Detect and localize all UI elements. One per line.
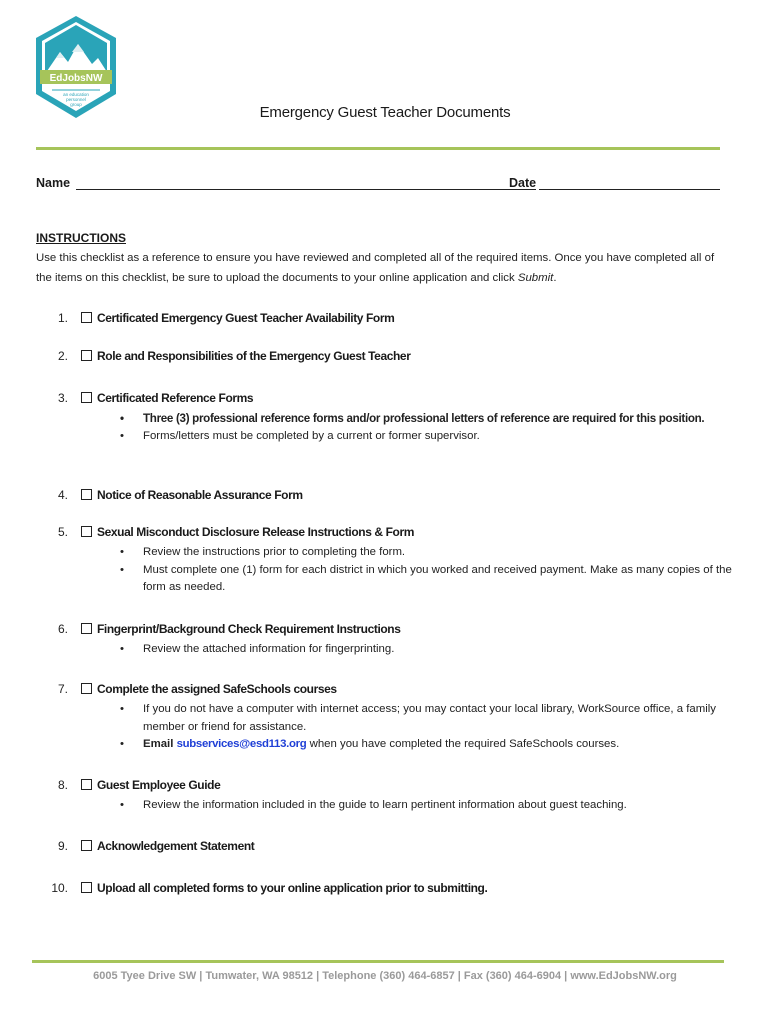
- sub-item-text: Forms/letters must be completed by a current or former supervisor.: [143, 429, 480, 442]
- sub-item-text: Review the instructions prior to completing the form.: [143, 546, 406, 558]
- item-label: Role and Responsibilities of the Emergency Guest Teacher: [97, 349, 411, 363]
- bottom-divider: [32, 960, 724, 963]
- item-number: 3.: [57, 391, 68, 405]
- item-number: 6.: [57, 622, 68, 636]
- item-label: Guest Employee Guide: [97, 778, 221, 792]
- checkbox[interactable]: [81, 623, 92, 634]
- item-label: Complete the assigned SafeSchools courses: [97, 682, 337, 696]
- sub-item-text: Review the information included in the guide to learn pertinent information about guest teaching.: [143, 799, 627, 811]
- item-number: 4.: [57, 488, 68, 502]
- checkbox[interactable]: [81, 489, 92, 500]
- svg-text:an education: an education: [63, 92, 89, 97]
- sub-item-text: If you do not have a computer with internet access; you may contact your local library, WorkSource office, a family member or friend for assistance.: [143, 703, 716, 733]
- item-label: Sexual Misconduct Disclosure Release Instructions & Form: [97, 525, 415, 539]
- list-item: • Email subservices@esd113.org when you have completed the required SafeSchools courses.: [120, 738, 620, 750]
- date-field[interactable]: [539, 189, 720, 190]
- instructions-end: .: [553, 272, 557, 284]
- list-item: • If you do not have a computer with internet access; you may contact your local library, WorkSource office, a family member or friend for assistance.: [120, 703, 716, 733]
- item-number: 7.: [57, 682, 68, 696]
- checkbox[interactable]: [81, 392, 92, 403]
- item-label: Certificated Reference Forms: [97, 391, 254, 405]
- checkbox[interactable]: [81, 779, 92, 790]
- email-suffix: when you have completed the required SafeSchools courses.: [306, 738, 620, 750]
- checkbox[interactable]: [81, 882, 92, 893]
- list-item: • Must complete one (1) form for each district in which you worked and received payment. Make as many copies of the form as needed.: [120, 563, 732, 593]
- checkbox[interactable]: [81, 526, 92, 537]
- email-link[interactable]: subservices@esd113.org: [176, 738, 307, 750]
- list-item: • Three (3) professional reference forms and/or professional letters of reference are required for this position.: [120, 412, 705, 425]
- sub-list: [119, 410, 739, 445]
- top-divider: [36, 147, 720, 150]
- item-label: Fingerprint/Background Check Requirement Instructions: [97, 622, 401, 636]
- submit-word: Submit: [517, 272, 554, 284]
- item-label: Upload all completed forms to your online application prior to submitting.: [97, 881, 488, 895]
- list-item: • Review the information included in the guide to learn pertinent information about guest teaching.: [120, 799, 627, 811]
- name-field[interactable]: [76, 189, 536, 190]
- item-number: 2.: [57, 349, 68, 363]
- footer-contact: 6005 Tyee Drive SW | Tumwater, WA 98512 | Telephone (360) 464-6857 | Fax (360) 464-6904 | www.EdJobsNW.org: [93, 970, 677, 982]
- item-number: 10.: [51, 881, 68, 895]
- item-label: Acknowledgement Statement: [97, 839, 255, 853]
- document-title: Emergency Guest Teacher Documents: [259, 104, 511, 121]
- sub-item-text: Review the attached information for fingerprinting.: [143, 643, 395, 655]
- sub-list: [119, 701, 739, 754]
- instructions-text: [36, 248, 726, 288]
- list-item: • Review the instructions prior to completing the form.: [120, 546, 406, 558]
- checkbox[interactable]: [81, 350, 92, 361]
- sub-item-text: Three (3) professional reference forms and/or professional letters of reference are required for this position.: [143, 412, 705, 425]
- item-label: Certificated Emergency Guest Teacher Availability Form: [97, 311, 395, 325]
- email-prefix: Email: [143, 738, 177, 750]
- item-label: Notice of Reasonable Assurance Form: [97, 488, 303, 502]
- list-item: • Forms/letters must be completed by a current or former supervisor.: [120, 429, 480, 442]
- list-item: • Review the attached information for fingerprinting.: [120, 643, 395, 655]
- svg-text:personnel: personnel: [66, 97, 86, 102]
- sub-item-text: Must complete one (1) form for each district in which you worked and received payment. Make as many copies of the form as needed.: [143, 563, 732, 593]
- name-date-row: [36, 176, 720, 194]
- item-number: 9.: [57, 839, 68, 853]
- sub-list: [119, 797, 739, 815]
- svg-text:EdJobsNW: EdJobsNW: [49, 73, 103, 84]
- instructions-body: Use this checklist as a reference to ensure you have reviewed and completed all of the required items. Once you have completed all of the items on this checklist, be sure to upload the documents to your online application and click: [36, 252, 715, 284]
- svg-text:group: group: [70, 102, 82, 107]
- checkbox[interactable]: [81, 683, 92, 694]
- sub-list: [119, 641, 739, 659]
- checkbox[interactable]: [81, 840, 92, 851]
- name-label: Name: [36, 176, 71, 190]
- sub-list: [119, 544, 739, 597]
- instructions-heading: INSTRUCTIONS: [36, 231, 126, 245]
- item-number: 5.: [57, 525, 68, 539]
- item-number: 1.: [57, 311, 68, 325]
- checkbox[interactable]: [81, 312, 92, 323]
- item-number: 8.: [57, 778, 68, 792]
- date-label: Date: [509, 176, 537, 190]
